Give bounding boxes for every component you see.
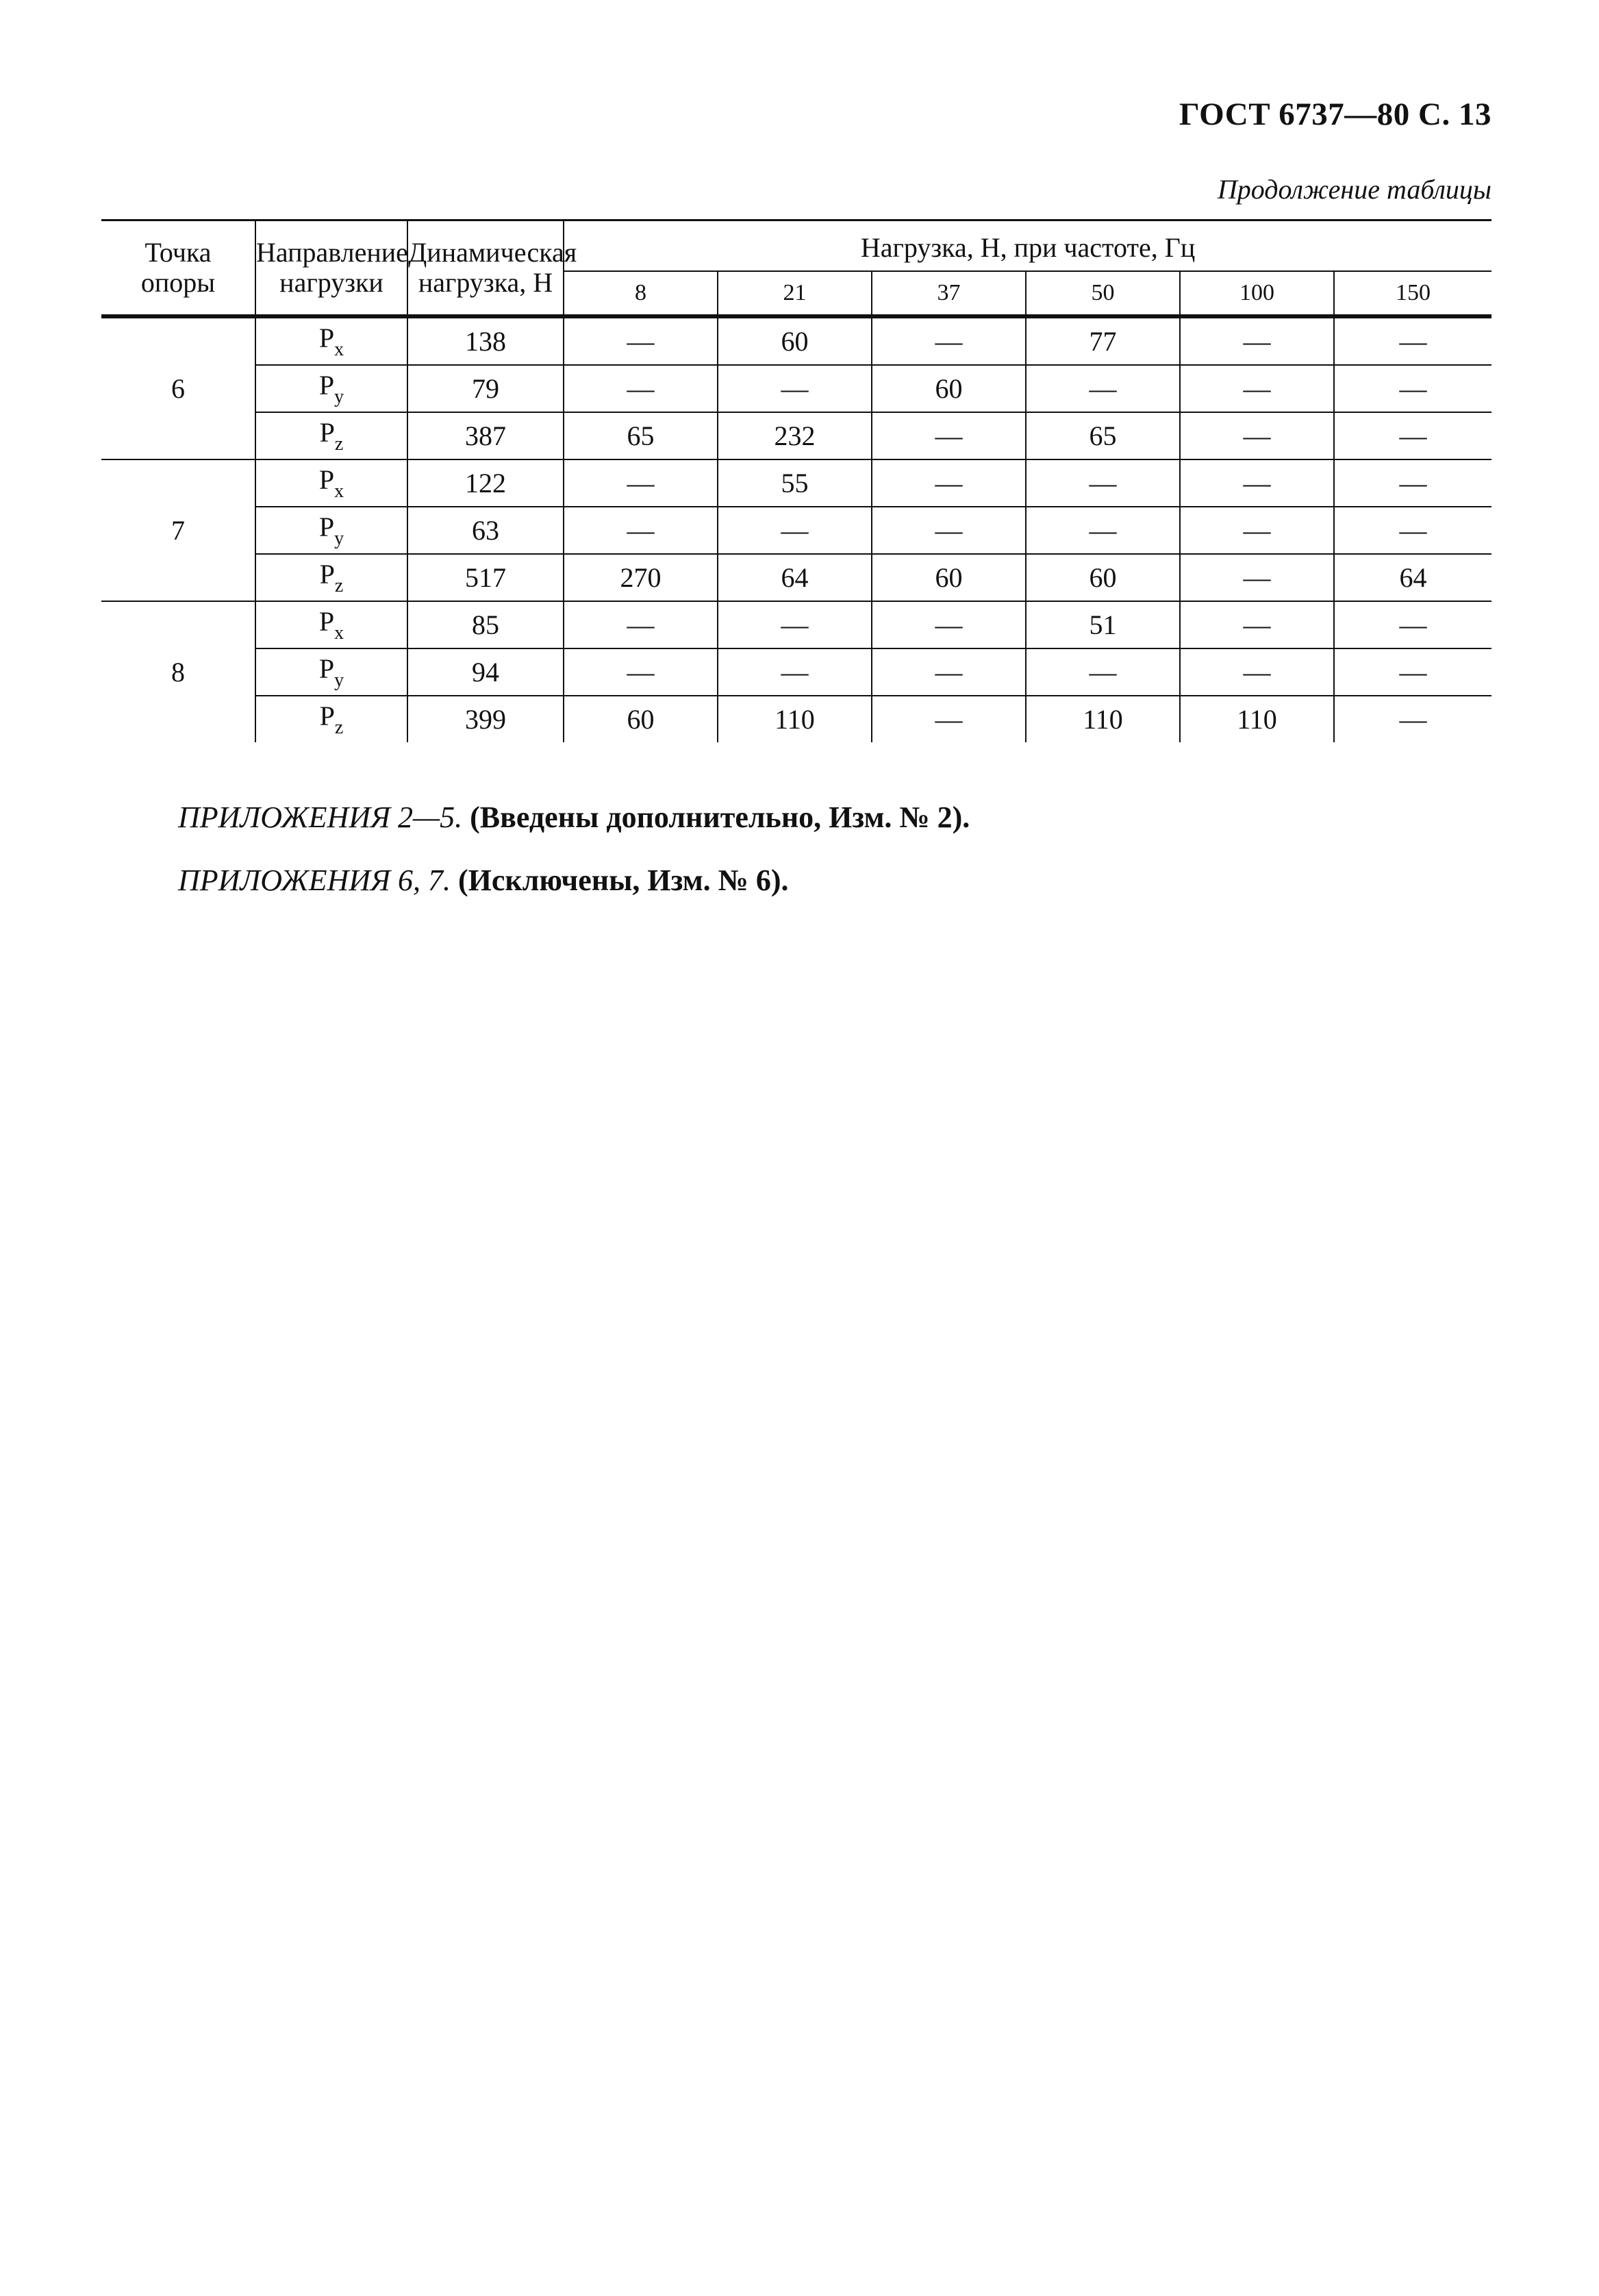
appendix-note-2 [178,863,789,898]
direction-axis: x [334,622,344,644]
dynamic-load-value: 79 [407,365,564,412]
load-at-frequency-37: 60 [872,554,1026,601]
load-direction [255,316,407,365]
direction-symbol: P [318,512,335,542]
table-row [101,412,1491,459]
load-at-frequency-21: 232 [718,412,872,459]
load-at-frequency-50: — [1026,507,1180,554]
load-at-frequency-21: 64 [718,554,872,601]
load-table [101,219,1491,742]
load-at-frequency-37: — [872,648,1026,696]
direction-axis: x [334,339,344,360]
load-direction [255,412,407,459]
appendix-text-2: (Исключены, Изм. № 6). [457,863,789,897]
load-direction [255,554,407,601]
load-at-frequency-8: 60 [564,696,718,742]
direction-symbol: P [318,323,335,353]
load-at-frequency-100: — [1180,365,1334,412]
load-at-frequency-50: — [1026,365,1180,412]
load-at-frequency-50: — [1026,648,1180,696]
load-at-frequency-21: 110 [718,696,872,742]
load-direction [255,459,407,507]
load-at-frequency-150: — [1334,507,1491,554]
appendix-text-1: (Введены дополнительно, Изм. № 2). [470,800,970,834]
appendix-note-1 [178,800,970,835]
header-frequency-50: 50 [1026,271,1180,316]
dynamic-load-value: 138 [407,316,564,365]
load-at-frequency-100: — [1180,316,1334,365]
header-dynamic-line1: Динамическая [408,237,577,268]
load-at-frequency-150: 64 [1334,554,1491,601]
direction-symbol: P [319,559,335,590]
load-at-frequency-37: — [872,601,1026,648]
load-at-frequency-37: 60 [872,365,1026,412]
load-at-frequency-37: — [872,696,1026,742]
load-at-frequency-150: — [1334,601,1491,648]
header-point-line2: опоры [140,267,216,298]
direction-axis: y [334,386,344,407]
table-row [101,316,1491,365]
direction-axis: z [334,575,344,596]
load-at-frequency-100: — [1180,507,1334,554]
load-at-frequency-150: — [1334,412,1491,459]
table-continuation-label: Продолжение таблицы [1217,174,1491,205]
header-frequency-100: 100 [1180,271,1334,316]
load-at-frequency-50: 65 [1026,412,1180,459]
table-row [101,365,1491,412]
load-at-frequency-21: 60 [718,316,872,365]
table-row [101,648,1491,696]
table-row [101,601,1491,648]
load-at-frequency-100: — [1180,459,1334,507]
load-at-frequency-21: — [718,648,872,696]
header-frequency-21: 21 [718,271,872,316]
load-at-frequency-8: — [564,316,718,365]
header-dynamic-line2: нагрузка, Н [418,267,553,298]
header-direction-line2: нагрузки [279,267,383,298]
load-at-frequency-21: 55 [718,459,872,507]
load-at-frequency-37: — [872,412,1026,459]
page-header-reference: ГОСТ 6737—80 С. 13 [1179,97,1491,132]
appendix-label-1: ПРИЛОЖЕНИЯ 2—5. [178,800,463,834]
header-point [101,220,255,317]
dynamic-load-value: 387 [407,412,564,459]
load-at-frequency-37: — [872,507,1026,554]
load-at-frequency-50: 110 [1026,696,1180,742]
load-direction [255,696,407,742]
direction-axis: y [334,528,344,549]
direction-symbol: P [319,417,335,448]
header-frequency-150: 150 [1334,271,1491,316]
load-at-frequency-100: — [1180,648,1334,696]
load-at-frequency-8: 270 [564,554,718,601]
load-at-frequency-150: — [1334,459,1491,507]
load-at-frequency-100: 110 [1180,696,1334,742]
direction-symbol: P [318,653,335,684]
table-row [101,554,1491,601]
table-row [101,696,1491,742]
load-at-frequency-150: — [1334,316,1491,365]
load-at-frequency-37: — [872,459,1026,507]
direction-symbol: P [318,464,335,495]
load-at-frequency-150: — [1334,696,1491,742]
load-at-frequency-150: — [1334,648,1491,696]
load-at-frequency-8: 65 [564,412,718,459]
direction-symbol: P [318,606,335,637]
load-at-frequency-8: — [564,365,718,412]
load-at-frequency-8: — [564,648,718,696]
load-at-frequency-8: — [564,507,718,554]
load-at-frequency-50: 77 [1026,316,1180,365]
header-frequency-37: 37 [872,271,1026,316]
load-at-frequency-37: — [872,316,1026,365]
dynamic-load-value: 63 [407,507,564,554]
header-dynamic-load [407,220,577,317]
load-at-frequency-8: — [564,459,718,507]
load-direction [255,365,407,412]
direction-symbol: P [318,370,335,401]
load-at-frequency-21: — [718,601,872,648]
load-at-frequency-50: — [1026,459,1180,507]
direction-axis: z [334,433,344,455]
load-at-frequency-50: 60 [1026,554,1180,601]
load-at-frequency-150: — [1334,365,1491,412]
direction-axis: y [334,670,344,691]
load-direction [255,648,407,696]
header-direction [255,220,407,317]
load-at-frequency-100: — [1180,554,1334,601]
support-point: 6 [101,316,255,459]
load-direction [255,507,407,554]
table-row [101,459,1491,507]
dynamic-load-value: 94 [407,648,564,696]
direction-symbol: P [319,701,335,731]
dynamic-load-value: 85 [407,601,564,648]
load-at-frequency-21: — [718,365,872,412]
header-point-line1: Точка [144,237,212,268]
table-row [101,507,1491,554]
header-load-frequency: Нагрузка, Н, при частоте, Гц [564,220,1491,272]
load-at-frequency-100: — [1180,601,1334,648]
dynamic-load-value: 517 [407,554,564,601]
load-at-frequency-8: — [564,601,718,648]
load-direction [255,601,407,648]
support-point: 7 [101,459,255,601]
header-frequency-8: 8 [564,271,718,316]
load-at-frequency-50: 51 [1026,601,1180,648]
direction-axis: x [334,481,344,502]
dynamic-load-value: 122 [407,459,564,507]
direction-axis: z [334,717,344,738]
dynamic-load-value: 399 [407,696,564,742]
appendix-label-2: ПРИЛОЖЕНИЯ 6, 7. [178,863,451,897]
load-at-frequency-21: — [718,507,872,554]
load-at-frequency-100: — [1180,412,1334,459]
support-point: 8 [171,657,185,687]
header-direction-line1: Направление [256,237,408,268]
